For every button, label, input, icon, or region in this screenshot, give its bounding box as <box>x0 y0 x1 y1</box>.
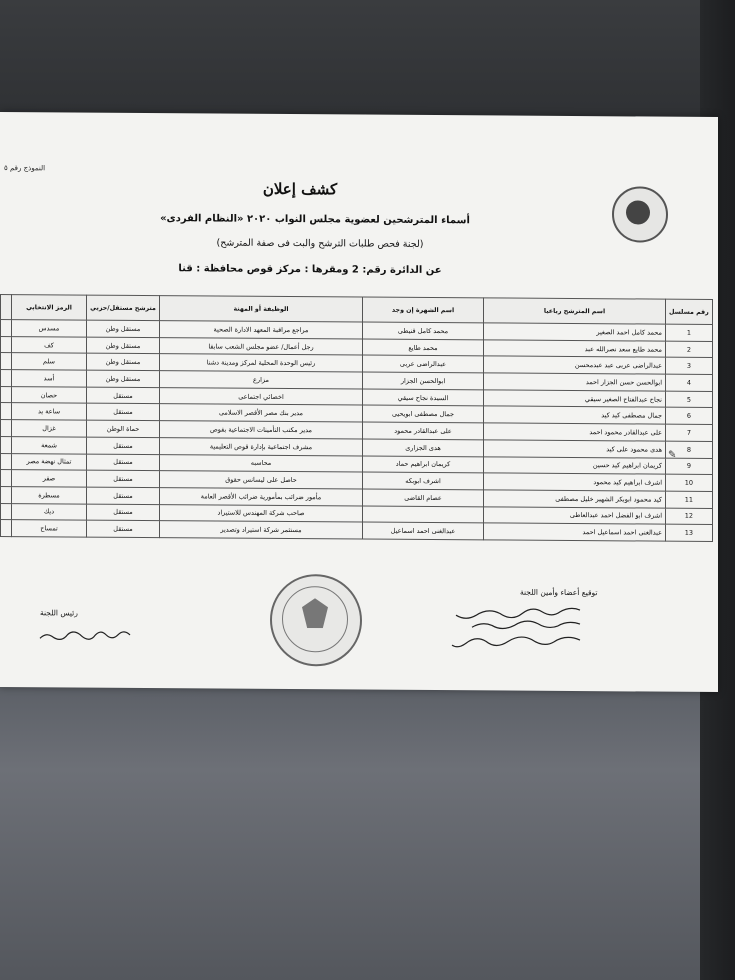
col-header-symbol: الرمز الانتخابي <box>12 295 87 321</box>
col-header-cut <box>1 295 12 320</box>
cell-job: مراجع مراقبة المعهد الادارة الصحية <box>160 321 363 339</box>
cell-fame: على عبدالقادر محمود <box>363 422 484 440</box>
cell-job: اخصائي اجتماعى <box>160 387 363 405</box>
cell-cut <box>1 420 12 437</box>
cell-num: 6 <box>666 408 713 425</box>
cell-fame: ابوالحسن الجزار <box>363 372 484 390</box>
cell-name: اشرف ابراهيم كيد محمود <box>484 473 666 491</box>
cell-num: 1 <box>666 324 713 341</box>
cell-job: محاسبه <box>160 454 363 472</box>
cell-num: 11 <box>666 491 713 508</box>
cell-cut <box>1 436 12 453</box>
cell-name: نجاح عبدالفتاح الصغير سيقي <box>484 390 666 408</box>
cell-type: مستقل <box>87 454 160 471</box>
cell-cut <box>1 353 12 370</box>
col-header-num: رقم مسلسل <box>666 299 713 324</box>
cell-fame: عبدالغنى احمد اسماعيل <box>363 522 484 540</box>
cell-type: مستقل <box>87 520 160 537</box>
cell-symbol: مسدس <box>12 320 87 337</box>
cell-job: مدير بنك مصر الأقصر الاسلامى <box>160 404 363 422</box>
col-header-name: اسم المترشح رباعيا <box>484 298 666 324</box>
cell-symbol: ساعة يد <box>12 403 87 420</box>
cell-cut <box>1 470 12 487</box>
cell-symbol: تمثال نهضة مصر <box>12 453 87 470</box>
cell-cut <box>1 386 12 403</box>
cell-type: مستقل <box>87 487 160 504</box>
cell-name: ابوالحسن حسن الجزار احمد <box>484 373 666 391</box>
cell-symbol: حصان <box>12 386 87 403</box>
cell-cut <box>1 403 12 420</box>
cell-job: صاحب شركة المهندس للاستيراد <box>160 504 363 522</box>
cell-name: كيد محمود ابوبكر الشهير خليل مصطفى <box>484 490 666 508</box>
cell-name: هدى محمود على كيد <box>484 440 666 458</box>
document-sheet <box>0 112 718 692</box>
cell-num: 7 <box>666 424 713 441</box>
cell-cut <box>1 370 12 387</box>
background-top <box>0 0 735 120</box>
document-number: النموذج رقم ٥ <box>4 164 46 173</box>
cell-type: مستقل <box>87 437 160 454</box>
cell-fame: السيدة نجاح سيقي <box>363 389 484 407</box>
cell-fame: هدى الجزارى <box>363 439 484 457</box>
cell-type: مستقل وطن <box>87 353 160 370</box>
cell-job: مستثمر شركة استيراد وتصدير <box>160 521 363 539</box>
cell-cut <box>1 336 12 353</box>
cell-num: 13 <box>666 524 713 541</box>
cell-num: 4 <box>666 374 713 391</box>
cell-job: رئيس الوحدة المحلية لمركز ومدينة دشنا <box>160 354 363 372</box>
cell-num: 5 <box>666 391 713 408</box>
chair-label: رئيس اللجنة <box>40 608 78 618</box>
cell-type: مستقل وطن <box>87 320 160 337</box>
cell-num: 10 <box>666 474 713 491</box>
cell-type: حماة الوطن <box>87 420 160 437</box>
district-line: عن الدائرة رقم: 2 ومقرها : مركز قوص محافظة : قنا <box>178 263 442 277</box>
cell-job: حاصل على ليسانس حقوق <box>160 471 363 489</box>
cell-symbol: مسطرة <box>12 486 87 503</box>
document-title: كشف إعلان <box>262 179 338 199</box>
cell-cut <box>1 520 12 537</box>
cell-fame: جمال مصطفى ابويحيى <box>363 405 484 423</box>
background-bottom <box>0 680 735 980</box>
cell-name: عبدالغنى احمد اسماعيل احمد <box>484 523 666 541</box>
cell-name: جمال مصطفى كيد كيد <box>484 406 666 424</box>
cell-fame: محمد طايع <box>363 339 484 357</box>
col-header-fame: اسم الشهرة إن وجد <box>363 297 484 323</box>
cell-num: 9 <box>666 458 713 475</box>
cell-num: 12 <box>666 508 713 525</box>
cell-symbol: أسد <box>12 370 87 387</box>
col-header-job: الوظيفة أو المهنة <box>160 296 363 322</box>
cell-num: 8 <box>666 441 713 458</box>
committee-line: (لجنة فحص طلبات الترشح والبت فى صفة المترشح) <box>216 237 424 250</box>
cell-name: محمد طايع سعد نصرالله عبد <box>484 340 666 358</box>
cell-cut <box>1 486 12 503</box>
cell-type: مستقل <box>87 504 160 521</box>
cell-name: عبدالراضى عربى عبد عبدمحسن <box>484 356 666 374</box>
cell-job: مزارع <box>160 371 363 389</box>
cell-job: مدير مكتب التأمينات الاجتماعية بقوص <box>160 421 363 439</box>
official-stamp-icon <box>270 574 362 667</box>
cell-type: مستقل وطن <box>87 337 160 354</box>
cell-symbol: غزال <box>12 420 87 437</box>
cell-symbol: كف <box>12 336 87 353</box>
cell-num: 2 <box>666 341 713 358</box>
cell-fame: عصام القاضى <box>363 489 484 507</box>
cell-job: مأمور ضرائب بمأمورية ضرائب الأقصر العامة <box>160 487 363 505</box>
cell-name: على عبدالقادر محمود احمد <box>484 423 666 441</box>
cell-type: مستقل <box>87 387 160 404</box>
cell-symbol: سلم <box>12 353 87 370</box>
cell-num: 3 <box>666 358 713 375</box>
cell-symbol: تمساح <box>12 520 87 537</box>
cell-type: مستقل <box>87 470 160 487</box>
cell-type: مستقل وطن <box>87 370 160 387</box>
cell-symbol: ديك <box>12 503 87 520</box>
document-subtitle: أسماء المترشحين لعضوية مجلس النواب ٢٠٢٠ «النظام الفردى» <box>160 213 470 227</box>
cell-symbol: صقر <box>12 470 87 487</box>
cell-job: رجل أعمال/ عضو مجلس الشعب سابقا <box>160 337 363 355</box>
cell-job: مشرف اجتماعية بإدارة قوص التعليمية <box>160 437 363 455</box>
cell-fame: محمد كامل قنيطى <box>363 322 484 340</box>
cell-symbol: شمعة <box>12 436 87 453</box>
cell-name: محمد كامل احمد الصغير <box>484 323 666 341</box>
cell-name: اشرف ابو الفضل احمد عبدالعاطى <box>484 506 666 524</box>
cell-cut <box>1 320 12 337</box>
members-signatures-icon <box>440 601 590 652</box>
col-header-type: مترشح مستقل/حزبي <box>87 295 160 321</box>
cell-name: كريمان ابراهيم كيد حسين <box>484 456 666 474</box>
cell-cut <box>1 453 12 470</box>
cell-fame: عبدالراضى عربى <box>363 355 484 373</box>
margin-mark-icon: ✎ <box>668 449 677 461</box>
candidates-table <box>0 294 713 542</box>
cell-fame: كريمان ابراهيم حماد <box>363 456 484 474</box>
table-row <box>1 520 713 542</box>
committee-members-label: توقيع أعضاء وأمين اللجنة <box>520 587 598 598</box>
cell-type: مستقل <box>87 404 160 421</box>
cell-cut <box>1 503 12 520</box>
chair-signature-icon <box>30 624 140 647</box>
cell-fame: اشرف ابوبكه <box>363 472 484 490</box>
cell-fame <box>363 506 484 524</box>
ministry-logo-icon <box>612 186 668 242</box>
